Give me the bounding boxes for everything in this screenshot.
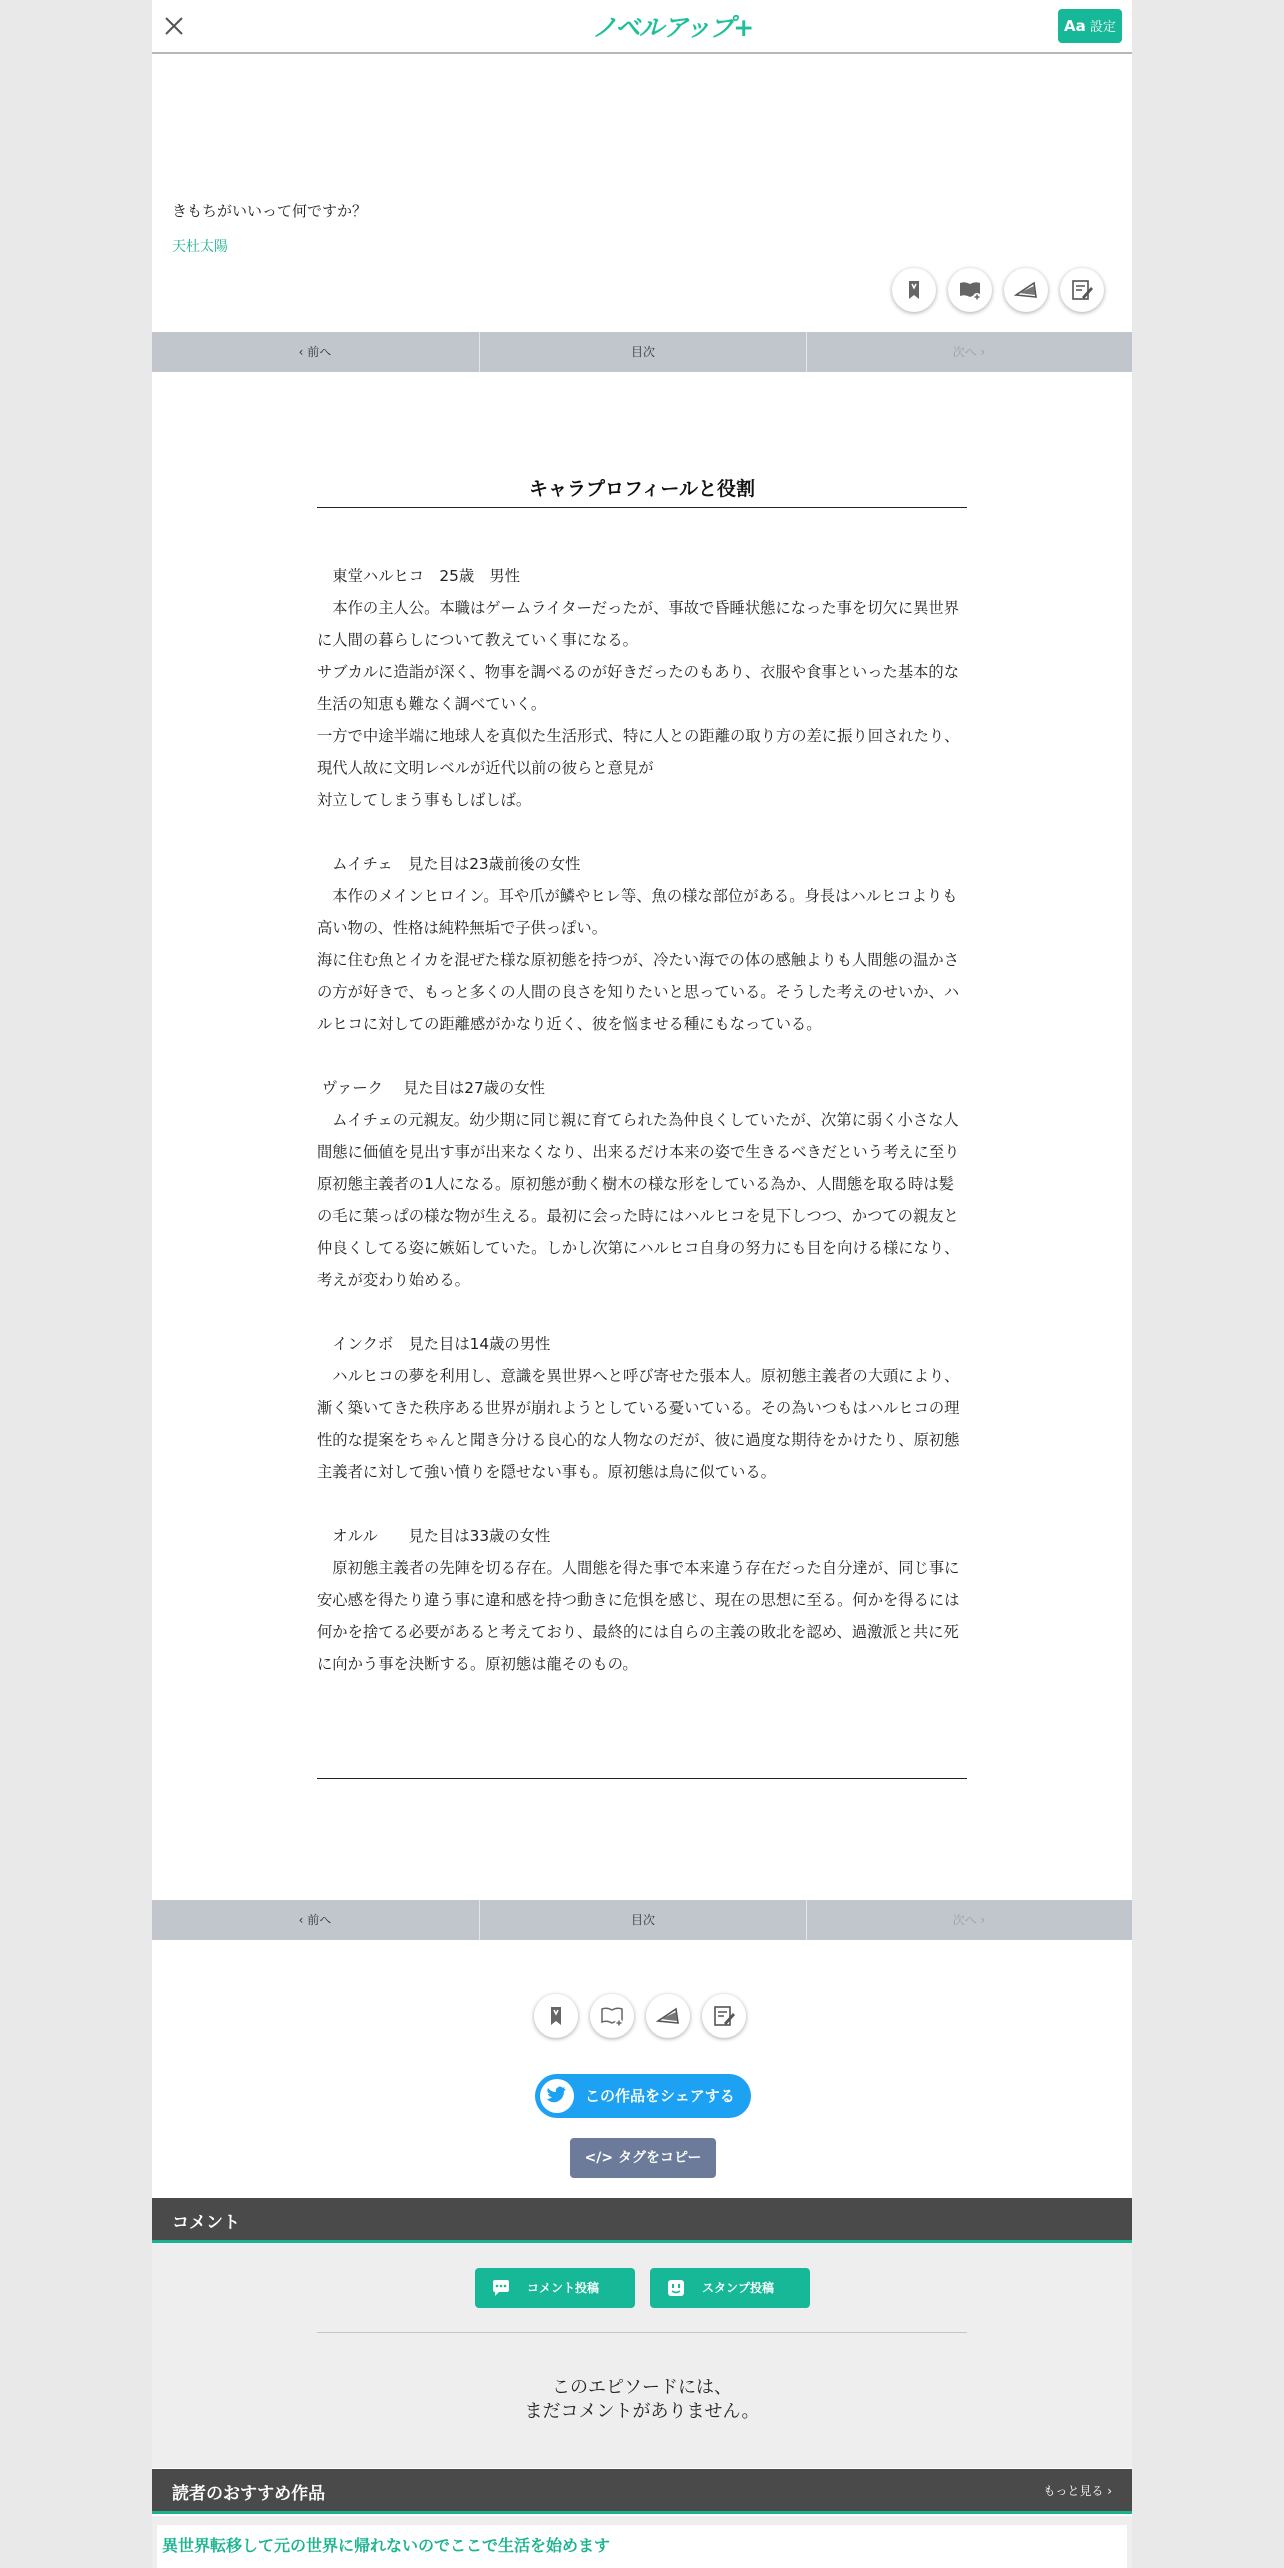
no-comments-message: このエピソードには、 まだコメントがありません。 xyxy=(524,2377,760,2422)
recommend-item[interactable] xyxy=(157,2525,1127,2568)
episode-nav-bottom xyxy=(152,1900,1132,1940)
comments-heading: コメント xyxy=(172,2213,240,2233)
display-settings-button[interactable]: Aa 設定 xyxy=(1058,9,1122,43)
episode-body xyxy=(317,560,967,1680)
body-end-divider xyxy=(317,1778,967,1779)
chevron-right-icon: › xyxy=(1103,2484,1112,2498)
body-paragraph: ムイチェ 見た目は23歳前後の女性 xyxy=(317,855,581,873)
see-more-link[interactable]: もっと見る › xyxy=(1043,2484,1112,2498)
recommend-item-title[interactable]: 異世界転移して元の世界に帰れないのでここで生活を始めます xyxy=(162,2536,611,2555)
speech-bubble-icon xyxy=(491,2278,511,2298)
toc-button[interactable]: 目次 xyxy=(479,1900,807,1940)
support-button[interactable] xyxy=(1004,268,1048,312)
body-paragraph: 対立してしまう事もしばしば。 xyxy=(317,791,532,809)
comments-section xyxy=(152,2243,1132,2468)
code-icon: </> xyxy=(584,2150,618,2166)
body-paragraph: 本作のメインヒロイン。耳や爪が鱗やヒレ等、魚の様な部位がある。身長はハルヒコよりも高い物の、性格は純粋無垢で子供っぽい。 xyxy=(317,887,958,937)
add-to-library-button[interactable] xyxy=(948,268,992,312)
review-button[interactable] xyxy=(1060,268,1104,312)
work-title[interactable]: きもちがいいって何ですか？ xyxy=(172,202,368,220)
megaphone-icon xyxy=(1014,278,1038,302)
recommend-list xyxy=(152,2516,1132,2568)
stamp-icon xyxy=(666,2278,686,2298)
next-episode-button: 次へ › xyxy=(952,345,986,359)
body-paragraph xyxy=(317,1296,967,1328)
body-paragraph: オルル 見た目は33歳の女性 xyxy=(317,1527,551,1545)
comments-divider xyxy=(317,2332,967,2333)
chevron-right-icon: › xyxy=(976,345,986,359)
next-episode-button: 次へ › xyxy=(952,1913,986,1927)
body-paragraph xyxy=(317,1488,967,1520)
twitter-bird-icon xyxy=(540,2079,574,2113)
body-paragraph: 本作の主人公。本職はゲームライターだったが、事故で昏睡状態になった事を切欠に異世界に人間の暮らしについて教えていく事になる。 xyxy=(317,599,960,649)
review-button[interactable] xyxy=(702,1994,746,2038)
bookmark-icon xyxy=(902,278,926,302)
twitter-share-label: この作品をシェアする xyxy=(585,2087,735,2105)
title-divider xyxy=(317,507,967,508)
twitter-share-button[interactable] xyxy=(535,2074,751,2118)
toc-button[interactable]: 目次 xyxy=(479,332,807,372)
author-link[interactable]: 天杜太陽 xyxy=(172,239,228,255)
body-paragraph: 一方で中途半端に地球人を真似た生活形式、特に人との距離の取り方の差に振り回されたり、現代人故に文明レベルが近代以前の彼らと意見が xyxy=(317,727,960,777)
bookmark-button[interactable] xyxy=(534,1994,578,2038)
recommend-header xyxy=(152,2469,1132,2514)
recommend-heading: 読者のおすすめ作品 xyxy=(172,2484,326,2504)
copy-tag-button[interactable]: </> タグをコピー xyxy=(570,2138,716,2178)
body-paragraph: インクボ 見た目は14歳の男性 xyxy=(317,1335,551,1353)
chevron-left-icon: ‹ xyxy=(298,345,308,359)
close-icon[interactable] xyxy=(158,10,190,42)
add-to-library-button[interactable] xyxy=(590,1994,634,2038)
body-paragraph: ヴァーク 見た目は27歳の女性 xyxy=(317,1079,545,1097)
support-button[interactable] xyxy=(646,1994,690,2038)
post-stamp-button[interactable]: スタンプ投稿 xyxy=(650,2268,810,2308)
body-paragraph: 東堂ハルヒコ 25歳 男性 xyxy=(317,567,521,585)
font-size-icon: Aa xyxy=(1064,17,1086,35)
edit-note-icon xyxy=(1070,278,1094,302)
body-paragraph: ハルヒコの夢を利用し、意識を異世界へと呼び寄せた張本人。原初態主義者の大頭により、漸く築いてきた秩序ある世界が崩れようとしている憂いている。その為いつもはハルヒコの理性的な提案をちゃんと聞き分ける良心的な人物なのだが、彼に過度な期待をかけたり、原初態主義者に対して強い憤りを隠せない事も。原初態は鳥に似ている。 xyxy=(317,1367,960,1481)
body-paragraph: ムイチェの元親友。幼少期に同じ親に育てられた為仲良くしていたが、次第に弱く小さな人間態に価値を見出す事が出来なくなり、出来るだけ本来の姿で生きるべきだという考えに至り原初態主義者の1人になる。原初態が動く樹木の様な形をしている為か、人間態を取る時は髪の毛に葉っぱの様な物が生える。最初に会った時にはハルヒコを見下しつつ、かつての親友と仲良くしてる姿に嫉妬していた。しかし次第にハルヒコ自身の努力にも目を向ける様になり、考えが変わり始める。 xyxy=(317,1111,960,1289)
body-paragraph: サブカルに造詣が深く、物事を調べるのが好きだったのもあり、衣服や食事といった基本的な生活の知恵も難なく調べていく。 xyxy=(317,663,960,713)
body-paragraph: 原初態主義者の先陣を切る存在。人間態を得た事で本来違う存在だった自分達が、同じ事に安心感を得たり違う事に違和感を持つ動きに危惧を感じ、現在の思想に至る。何かを得るには何かを捨てる必要があると考えており、最終的には自らの主義の敗北を認め、過激派と共に死に向かう事を決断する。原初態は龍そのもの。 xyxy=(317,1559,960,1673)
episode-title: キャラプロフィールと役割 xyxy=(528,478,756,500)
edit-note-icon xyxy=(712,2004,736,2028)
prev-episode-button[interactable]: ‹ 前へ xyxy=(298,1913,332,1927)
chevron-left-icon: ‹ xyxy=(298,1913,308,1927)
body-paragraph: 海に住む魚とイカを混ぜた様な原初態を持つが、冷たい海での体の感触よりも人間態の温かさの方が好きで、もっと多くの人間の良さを知りたいと思っている。そうした考えのせいか、ハルヒコに対しての距離感がかなり近く、彼を悩ませる種にもなっている。 xyxy=(317,951,960,1033)
reader-page xyxy=(152,0,1132,2568)
book-add-icon xyxy=(958,278,982,302)
comments-header xyxy=(152,2198,1132,2243)
bookmark-icon xyxy=(544,2004,568,2028)
post-comment-button[interactable]: コメント投稿 xyxy=(475,2268,635,2308)
body-paragraph xyxy=(317,816,967,848)
site-logo[interactable]: ノベルアップ+ xyxy=(592,13,754,42)
book-add-icon xyxy=(600,2004,624,2028)
prev-episode-button[interactable]: ‹ 前へ xyxy=(298,345,332,359)
body-paragraph xyxy=(317,1040,967,1072)
episode-nav-top xyxy=(152,332,1132,372)
bookmark-button[interactable] xyxy=(892,268,936,312)
top-header xyxy=(152,0,1132,54)
chevron-right-icon: › xyxy=(976,1913,986,1927)
megaphone-icon xyxy=(656,2004,680,2028)
